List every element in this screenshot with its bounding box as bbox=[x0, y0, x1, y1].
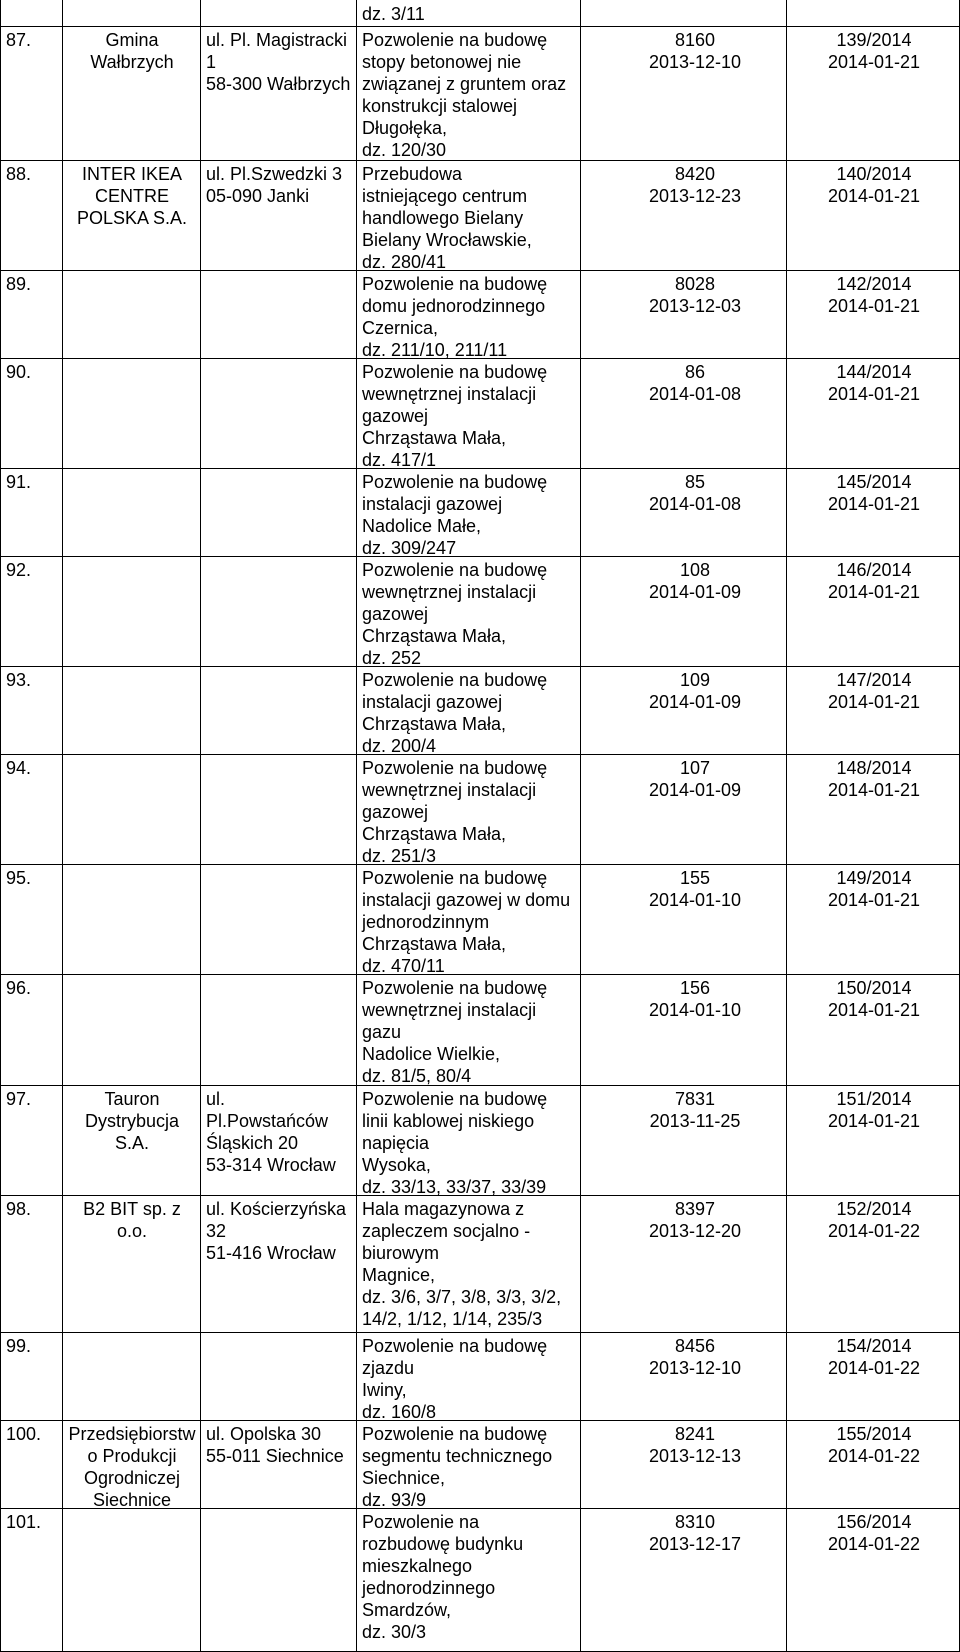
column-divider bbox=[200, 0, 201, 1652]
decision-number: 156/2014 bbox=[836, 1512, 912, 1532]
entry-number: 93. bbox=[6, 670, 32, 690]
project-description: Pozwolenie na budowę linii kablowej niskiego napięcia Wysoka, dz. 33/13, 33/37, 33/39 bbox=[362, 1089, 548, 1197]
decision-number: 140/2014 bbox=[836, 164, 912, 184]
column-divider bbox=[62, 0, 63, 1652]
row-divider bbox=[0, 358, 960, 359]
project-description: Przebudowa istniejącego centrum handlowego Bielany Bielany Wrocławskie, dz. 280/41 bbox=[362, 164, 532, 272]
applicant-name: B2 BIT sp. z o.o. bbox=[83, 1199, 181, 1241]
application-date: 2013-12-10 bbox=[648, 1358, 742, 1378]
application-date: 2013-12-13 bbox=[648, 1446, 742, 1466]
application-date: 2013-12-03 bbox=[648, 296, 742, 316]
applicant-address: ul. Pl. Magistracki 1 58-300 Wałbrzych bbox=[206, 30, 351, 94]
application-number: 8028 bbox=[674, 274, 716, 294]
entry-number: 96. bbox=[6, 978, 32, 998]
project-description: Hala magazynowa z zapleczem socjalno - biurowym Magnice, dz. 3/6, 3/7, 3/8, 3/3, 3/2, 14/2, 1/12, 1/14, 235/3 bbox=[362, 1199, 562, 1329]
decision-number: 155/2014 bbox=[836, 1424, 912, 1444]
application-number: 8241 bbox=[674, 1424, 716, 1444]
entry-number: 98. bbox=[6, 1199, 32, 1219]
decision-date: 2014-01-21 bbox=[827, 1000, 921, 1020]
entry-number: 91. bbox=[6, 472, 32, 492]
row-divider bbox=[0, 160, 960, 161]
decision-date: 2014-01-22 bbox=[827, 1358, 921, 1378]
application-date: 2013-11-25 bbox=[649, 1111, 741, 1131]
column-divider bbox=[356, 0, 357, 1652]
application-number: 156 bbox=[679, 978, 711, 998]
row-divider bbox=[0, 864, 960, 865]
application-number: 108 bbox=[679, 560, 711, 580]
project-description: Pozwolenie na budowę domu jednorodzinnego Czernica, dz. 211/10, 211/11 bbox=[362, 274, 548, 360]
project-description: Pozwolenie na budowę wewnętrznej instalacji gazowej Chrząstawa Mała, dz. 252 bbox=[362, 560, 548, 668]
decision-number: 149/2014 bbox=[836, 868, 912, 888]
decision-number: 147/2014 bbox=[836, 670, 912, 690]
decision-number: 151/2014 bbox=[836, 1089, 912, 1109]
row-divider bbox=[0, 1195, 960, 1196]
decision-date: 2014-01-22 bbox=[827, 1534, 921, 1554]
project-description: Pozwolenie na budowę zjazdu Iwiny, dz. 160/8 bbox=[362, 1336, 548, 1422]
project-description: Pozwolenie na budowę wewnętrznej instalacji gazu Nadolice Wielkie, dz. 81/5, 80/4 bbox=[362, 978, 548, 1086]
applicant-name: Tauron Dystrybucja S.A. bbox=[84, 1089, 180, 1153]
row-divider bbox=[0, 974, 960, 975]
application-date: 2013-12-10 bbox=[648, 52, 742, 72]
project-description: Pozwolenie na budowę instalacji gazowej Nadolice Małe, dz. 309/247 bbox=[362, 472, 548, 558]
applicant-address: ul. Opolska 30 55-011 Siechnice bbox=[206, 1424, 344, 1466]
row-divider bbox=[0, 270, 960, 271]
row-divider bbox=[0, 468, 960, 469]
project-description: Pozwolenie na budowę wewnętrznej instalacji gazowej Chrząstawa Mała, dz. 417/1 bbox=[362, 362, 548, 470]
decision-number: 142/2014 bbox=[836, 274, 912, 294]
entry-number: 88. bbox=[6, 164, 32, 184]
project-description: Pozwolenie na budowę wewnętrznej instalacji gazowej Chrząstawa Mała, dz. 251/3 bbox=[362, 758, 548, 866]
application-date: 2013-12-23 bbox=[648, 186, 742, 206]
row-divider bbox=[0, 1508, 960, 1509]
application-date: 2014-01-08 bbox=[648, 384, 742, 404]
application-date: 2013-12-17 bbox=[648, 1534, 742, 1554]
decision-number: 150/2014 bbox=[836, 978, 912, 998]
decision-date: 2014-01-21 bbox=[827, 692, 921, 712]
entry-number: 100. bbox=[6, 1424, 42, 1444]
entry-number: 90. bbox=[6, 362, 32, 382]
decision-number: 145/2014 bbox=[836, 472, 912, 492]
decision-number: 146/2014 bbox=[836, 560, 912, 580]
application-number: 86 bbox=[684, 362, 706, 382]
row-divider bbox=[0, 666, 960, 667]
row-divider bbox=[0, 556, 960, 557]
entry-number: 101. bbox=[6, 1512, 42, 1532]
decision-number: 152/2014 bbox=[836, 1199, 912, 1219]
row-divider bbox=[0, 26, 960, 27]
application-number: 8420 bbox=[674, 164, 716, 184]
entry-number: 95. bbox=[6, 868, 32, 888]
decision-number: 139/2014 bbox=[836, 30, 912, 50]
entry-number: 97. bbox=[6, 1089, 32, 1109]
application-date: 2013-12-20 bbox=[648, 1221, 742, 1241]
decision-date: 2014-01-22 bbox=[827, 1221, 921, 1241]
application-number: 8310 bbox=[674, 1512, 716, 1532]
decision-date: 2014-01-21 bbox=[827, 186, 921, 206]
applicant-address: ul. Pl.Powstańców Śląskich 20 53-314 Wrocław bbox=[206, 1089, 336, 1175]
continued-description: dz. 3/11 bbox=[362, 4, 425, 24]
row-divider bbox=[0, 1420, 960, 1421]
application-number: 8456 bbox=[674, 1336, 716, 1356]
application-date: 2014-01-09 bbox=[648, 780, 742, 800]
application-number: 85 bbox=[684, 472, 706, 492]
application-number: 8160 bbox=[674, 30, 716, 50]
decision-date: 2014-01-21 bbox=[827, 494, 921, 514]
column-divider bbox=[786, 0, 787, 1652]
application-number: 8397 bbox=[674, 1199, 716, 1219]
applicant-address: ul. Pl.Szwedzki 3 05-090 Janki bbox=[206, 164, 343, 206]
row-divider bbox=[0, 1085, 960, 1086]
application-date: 2014-01-09 bbox=[648, 692, 742, 712]
entry-number: 87. bbox=[6, 30, 32, 50]
application-number: 107 bbox=[679, 758, 711, 778]
project-description: Pozwolenie na rozbudowę budynku mieszkalnego jednorodzinnego Smardzów, dz. 30/3 bbox=[362, 1512, 524, 1642]
project-description: Pozwolenie na budowę instalacji gazowej w domu jednorodzinnym Chrząstawa Mała, dz. 470/11 bbox=[362, 868, 571, 976]
decision-date: 2014-01-21 bbox=[827, 890, 921, 910]
project-description: Pozwolenie na budowę instalacji gazowej Chrząstawa Mała, dz. 200/4 bbox=[362, 670, 548, 756]
entry-number: 94. bbox=[6, 758, 32, 778]
application-number: 155 bbox=[679, 868, 711, 888]
application-number: 7831 bbox=[674, 1089, 716, 1109]
column-divider bbox=[580, 0, 581, 1652]
application-date: 2014-01-10 bbox=[648, 890, 742, 910]
decision-number: 144/2014 bbox=[836, 362, 912, 382]
column-divider bbox=[0, 0, 1, 1652]
decision-date: 2014-01-21 bbox=[827, 296, 921, 316]
decision-date: 2014-01-21 bbox=[827, 52, 921, 72]
decision-date: 2014-01-21 bbox=[827, 780, 921, 800]
row-divider bbox=[0, 1332, 960, 1333]
project-description: Pozwolenie na budowę segmentu technicznego Siechnice, dz. 93/9 bbox=[362, 1424, 553, 1510]
decision-number: 154/2014 bbox=[836, 1336, 912, 1356]
decision-date: 2014-01-21 bbox=[827, 582, 921, 602]
application-number: 109 bbox=[679, 670, 711, 690]
decision-date: 2014-01-21 bbox=[827, 384, 921, 404]
applicant-name: Gmina Wałbrzych bbox=[90, 30, 174, 72]
application-date: 2014-01-08 bbox=[648, 494, 742, 514]
row-divider bbox=[0, 754, 960, 755]
applicant-name: Przedsiębiorstw o Produkcji Ogrodniczej Siechnice bbox=[68, 1424, 196, 1510]
applicant-name: INTER IKEA CENTRE POLSKA S.A. bbox=[76, 164, 188, 228]
decision-number: 148/2014 bbox=[836, 758, 912, 778]
entry-number: 89. bbox=[6, 274, 32, 294]
application-date: 2014-01-10 bbox=[648, 1000, 742, 1020]
entry-number: 92. bbox=[6, 560, 32, 580]
application-date: 2014-01-09 bbox=[648, 582, 742, 602]
project-description: Pozwolenie na budowę stopy betonowej nie związanej z gruntem oraz konstrukcji stalowej Długołęka, dz. 120/30 bbox=[362, 30, 567, 160]
decision-date: 2014-01-21 bbox=[827, 1111, 921, 1131]
entry-number: 99. bbox=[6, 1336, 32, 1356]
decision-date: 2014-01-22 bbox=[827, 1446, 921, 1466]
applicant-address: ul. Kościerzyńska 32 51-416 Wrocław bbox=[206, 1199, 347, 1263]
